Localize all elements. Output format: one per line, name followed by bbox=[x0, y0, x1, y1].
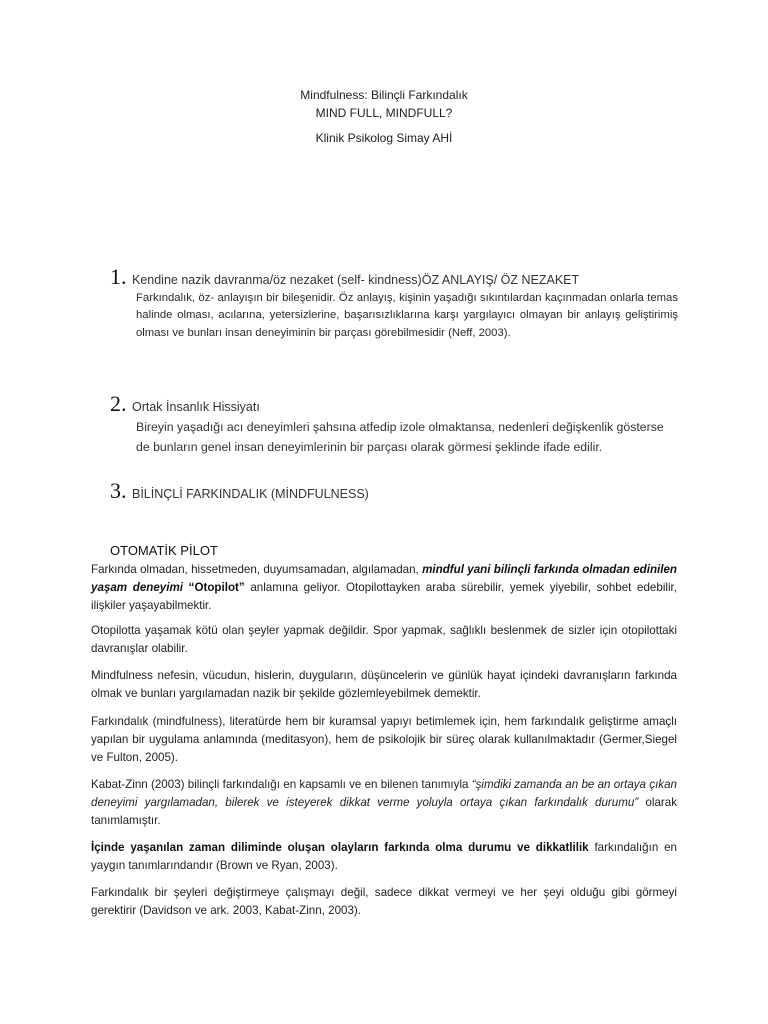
item-number: 2. bbox=[110, 391, 127, 416]
paragraph-text: anlamına geliyor. Otopilottayken araba sürebilir, yemek yiyebilir, sohbet edebilir, ilişkiler yaşayabilmektir. bbox=[91, 581, 677, 612]
quote-text: “şimdiki zamanda an be an ortaya çıkan deneyimi yargılamadan, bilerek ve isteyerek dikkat verme yoluyla ortaya çıkan farkındalık durumu” bbox=[91, 778, 677, 809]
paragraph-text: Farkında olmadan, hissetmeden, duyumsamadan, algılamadan, bbox=[91, 563, 423, 576]
paragraph-text: olarak tanımlamıştır. bbox=[91, 796, 677, 827]
paragraph-2: Otopilotta yaşamak kötü olan şeyler yapmak değildir. Spor yapmak, sağlıklı beslenmek de sizler için otopilottaki davranışlar olabilir. bbox=[91, 624, 677, 655]
paragraph-3: Mindfulness nefesin, vücudun, hislerin, duyguların, düşüncelerin ve günlük hayat içindeki davranışların farkında olmak ve bunları yargılamadan nazik bir şekilde gözlemleyebilmek demektir. bbox=[91, 669, 677, 700]
item-body: Bireyin yaşadığı acı deneyimleri şahsına atfedip izole olmaktansa, nedenleri değişkenlik gösterse de bunların genel insan deneyimlerinin bir parçası olarak görmesi şeklinde ifade edilir. bbox=[136, 420, 664, 454]
item-heading: Ortak İnsanlık Hissiyatı bbox=[131, 400, 260, 414]
paragraph-6 bbox=[91, 839, 677, 875]
emphasis-text: mindful yani bilinçli farkında olmadan edinilen yaşam deneyimi bbox=[91, 563, 677, 594]
bold-text: İçinde yaşanılan zaman diliminde oluşan olayların farkında olma durumu ve dikkatlilik bbox=[91, 841, 589, 854]
item-number: 1. bbox=[110, 264, 127, 289]
section-title-autopilot: OTOMATİK PİLOT bbox=[110, 543, 218, 558]
document-author: Klinik Psikolog Simay AHİ bbox=[315, 131, 453, 145]
numbered-item-1 bbox=[110, 264, 678, 342]
paragraph-text: Kabat-Zinn (2003) bilinçli farkındalığı en kapsamlı ve en bilenen tanımıyla bbox=[91, 778, 472, 791]
item-heading: BİLİNÇLİ FARKINDALIK (MİNDFULNESS) bbox=[131, 487, 369, 501]
paragraph-4: Farkındalık (mindfulness), literatürde hem bir kuramsal yapıyı betimlemek için, hem farkındalık geliştirme amaçlı yapılan bir uygulama anlamında (meditasyon), hem de psikolojik bir süreç olarak kullanılmaktadır (Germer,Siegel ve Fulton, 2005). bbox=[91, 715, 677, 764]
paragraph-text: farkındalığın en yaygın tanımlarındandır (Brown ve Ryan, 2003). bbox=[91, 841, 677, 872]
numbered-item-2 bbox=[110, 391, 678, 457]
item-number: 3. bbox=[110, 478, 127, 503]
document-subtitle: MIND FULL, MINDFULL? bbox=[315, 106, 453, 120]
item-heading: Kendine nazik davranma/öz nezaket (self- kindness)ÖZ ANLAYIŞ/ ÖZ NEZAKET bbox=[131, 273, 580, 287]
item-body: Farkındalık, öz- anlayışın bir bileşenidir. Öz anlayış, kişinin yaşadığı sıkıntılardan kaçınmadan onlarla temas halinde olması, acılarına, yetersizlerine, başarısızlıklarına karşı yargılayıcı olmayan bir anlayış geliştirimiş olması ve bunları insan deneyiminin bir parçası görebilmesidir (Neff, 2003). bbox=[136, 292, 678, 339]
bold-text: “Otopilot” bbox=[183, 581, 245, 594]
document-title: Mindfulness: Bilinçli Farkındalık bbox=[300, 88, 468, 102]
numbered-item-3 bbox=[110, 478, 678, 504]
title-block bbox=[0, 86, 768, 147]
paragraph-7: Farkındalık bir şeyleri değiştirmeye çalışmayı değil, sadece dikkat vermeyi ve her şeyi olduğu gibi görmeyi gerektirir (Davidson ve ark. 2003, Kabat-Zinn, 2003). bbox=[91, 886, 677, 917]
paragraph-5 bbox=[91, 776, 677, 830]
paragraph-1 bbox=[91, 561, 677, 615]
